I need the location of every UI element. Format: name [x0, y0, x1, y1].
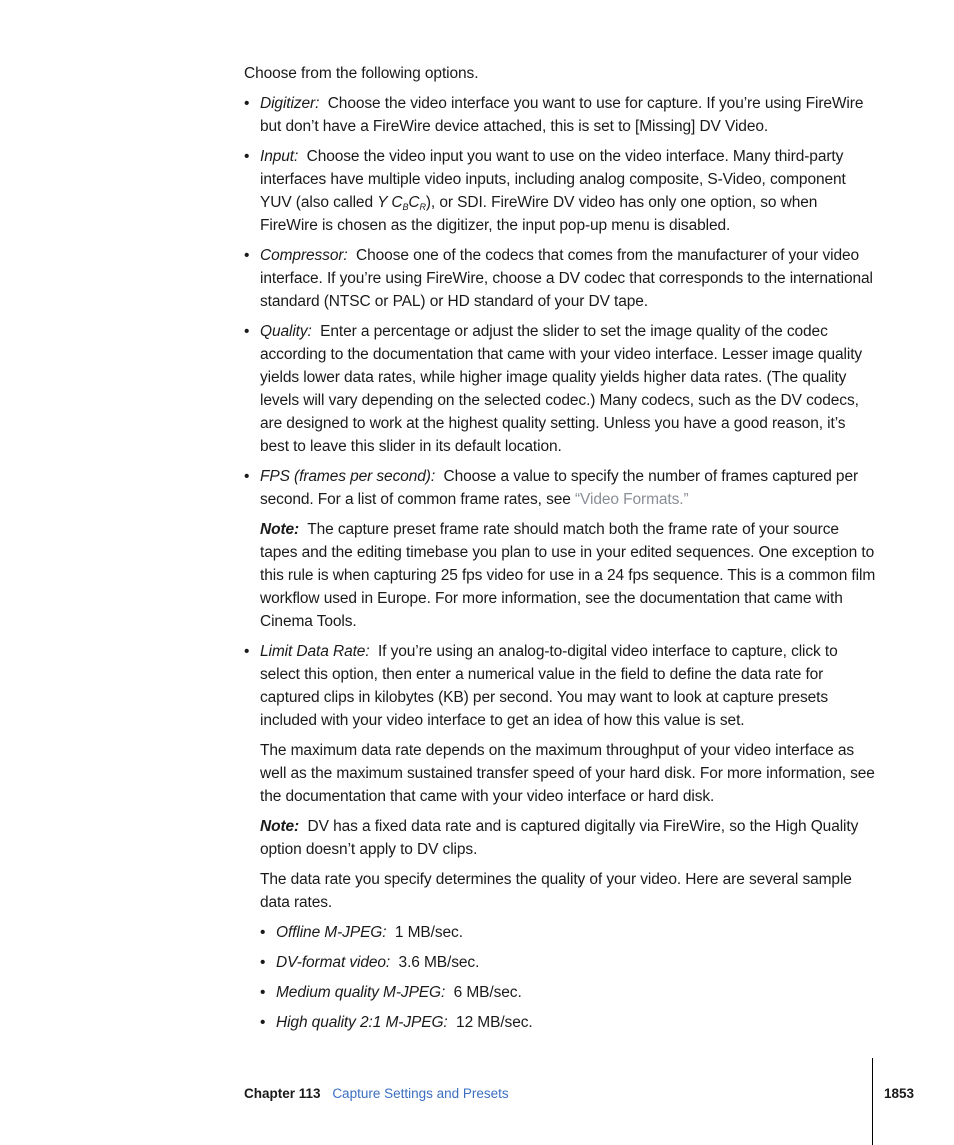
sample-rates-intro: The data rate you specify determines the quality of your video. Here are several sample data rates.: [260, 871, 852, 911]
intro-text: Choose from the following options.: [244, 65, 479, 82]
option-term: Limit Data Rate:: [260, 643, 370, 660]
option-quality: [244, 320, 876, 458]
note-text: DV has a fixed data rate and is captured digitally via FireWire, so the High Quality option doesn’t apply to DV clips.: [260, 818, 859, 858]
chapter-title-link[interactable]: Capture Settings and Presets: [332, 1086, 509, 1101]
rate-item: [260, 981, 876, 1004]
rate-item: [260, 1011, 876, 1034]
bullet-icon: •: [260, 1014, 266, 1031]
option-term: FPS (frames per second):: [260, 468, 436, 485]
bullet-icon: •: [244, 148, 250, 165]
option-digitizer: [244, 92, 876, 138]
option-text: Choose the video input you want to use on the video interface. Many third-party interfaces have multiple video inputs, including analog composite, S-Video, component YUV (also called: [260, 148, 846, 211]
subscript-r: R: [419, 202, 426, 212]
ycbcr-c: C: [408, 194, 420, 211]
option-term: Quality:: [260, 323, 312, 340]
option-text-after: ), or SDI. FireWire DV video has only one option, so when FireWire is chosen as the digitizer, the input pop-up menu is disabled.: [260, 194, 818, 234]
option-text: Enter a percentage or adjust the slider to set the image quality of the codec according to the documentation that came with your video interface. Lesser image quality yields lower data rates, while higher image quality yields higher data rates. (The quality levels will vary depending on the selected codec.) Many codecs, such as the DV codecs, are designed to work at the highest quality setting. Unless you have a good reason, it’s best to leave this slider in its default location.: [260, 323, 863, 455]
option-compressor: [244, 244, 876, 313]
option-term: Digitizer:: [260, 95, 320, 112]
option-term: Input:: [260, 148, 299, 165]
rate-value: 1 MB/sec.: [394, 924, 463, 941]
option-text: Choose one of the codecs that comes from the manufacturer of your video interface. If you’re using FireWire, choose a DV codec that corresponds to the international standard (NTSC or PAL) or HD standard of your DV tape.: [260, 247, 873, 310]
document-body: [244, 62, 876, 1041]
video-formats-link[interactable]: “Video Formats.”: [575, 491, 689, 508]
option-term: Compressor:: [260, 247, 348, 264]
option-text: Choose the video interface you want to use for capture. If you’re using FireWire but don’t have a FireWire device attached, this is set to [Missing] DV Video.: [260, 95, 864, 135]
rate-value: 12 MB/sec.: [456, 1014, 533, 1031]
note-label: Note:: [260, 818, 300, 835]
page-footer: [244, 1086, 509, 1101]
bullet-icon: •: [260, 954, 266, 971]
bullet-icon: •: [244, 95, 250, 112]
rate-value: 6 MB/sec.: [453, 984, 522, 1001]
rate-item: [260, 921, 876, 944]
note-text: The capture preset frame rate should match both the frame rate of your source tapes and the editing timebase you plan to use in your edited sequences. One exception to this rule is when capturing 25 fps video for use in a 24 fps sequence. This is a common film workflow used in Europe. For more information, see the documentation that came with Cinema Tools.: [260, 521, 876, 630]
max-data-rate-paragraph: The maximum data rate depends on the maximum throughput of your video interface as well as the maximum sustained transfer speed of your hard disk. For more information, see the documentation that came with your video interface or hard disk.: [260, 742, 875, 805]
option-text: If you’re using an analog-to-digital video interface to capture, click to select this option, then enter a numerical value in the field to define the data rate for captured clips in kilobytes (KB) per second. You may want to look at capture presets included with your video interface to get an idea of how this value is set.: [260, 643, 838, 729]
ycbcr-y: Y C: [377, 194, 403, 211]
rate-term: DV-format video:: [276, 954, 391, 971]
bullet-icon: •: [244, 323, 250, 340]
option-limit-data-rate: [244, 640, 876, 732]
rate-item: [260, 951, 876, 974]
option-input: [244, 145, 876, 237]
subscript-b: B: [402, 202, 409, 212]
rate-term: High quality 2:1 M-JPEG:: [276, 1014, 448, 1031]
note-label: Note:: [260, 521, 300, 538]
fps-note: [260, 518, 876, 633]
footer-divider: [872, 1058, 873, 1145]
rate-term: Medium quality M-JPEG:: [276, 984, 446, 1001]
option-fps: [244, 465, 876, 511]
bullet-icon: •: [244, 468, 250, 485]
dv-note: [260, 815, 876, 861]
bullet-icon: •: [244, 643, 250, 660]
bullet-icon: •: [260, 924, 266, 941]
page-number: 1853: [884, 1086, 915, 1101]
rate-value: 3.6 MB/sec.: [398, 954, 480, 971]
bullet-icon: •: [260, 984, 266, 1001]
bullet-icon: •: [244, 247, 250, 264]
option-text: Choose a value to specify the number of frames captured per second. For a list of common frame rates, see: [260, 468, 859, 508]
chapter-number: Chapter 113: [244, 1086, 321, 1101]
rate-term: Offline M-JPEG:: [276, 924, 387, 941]
